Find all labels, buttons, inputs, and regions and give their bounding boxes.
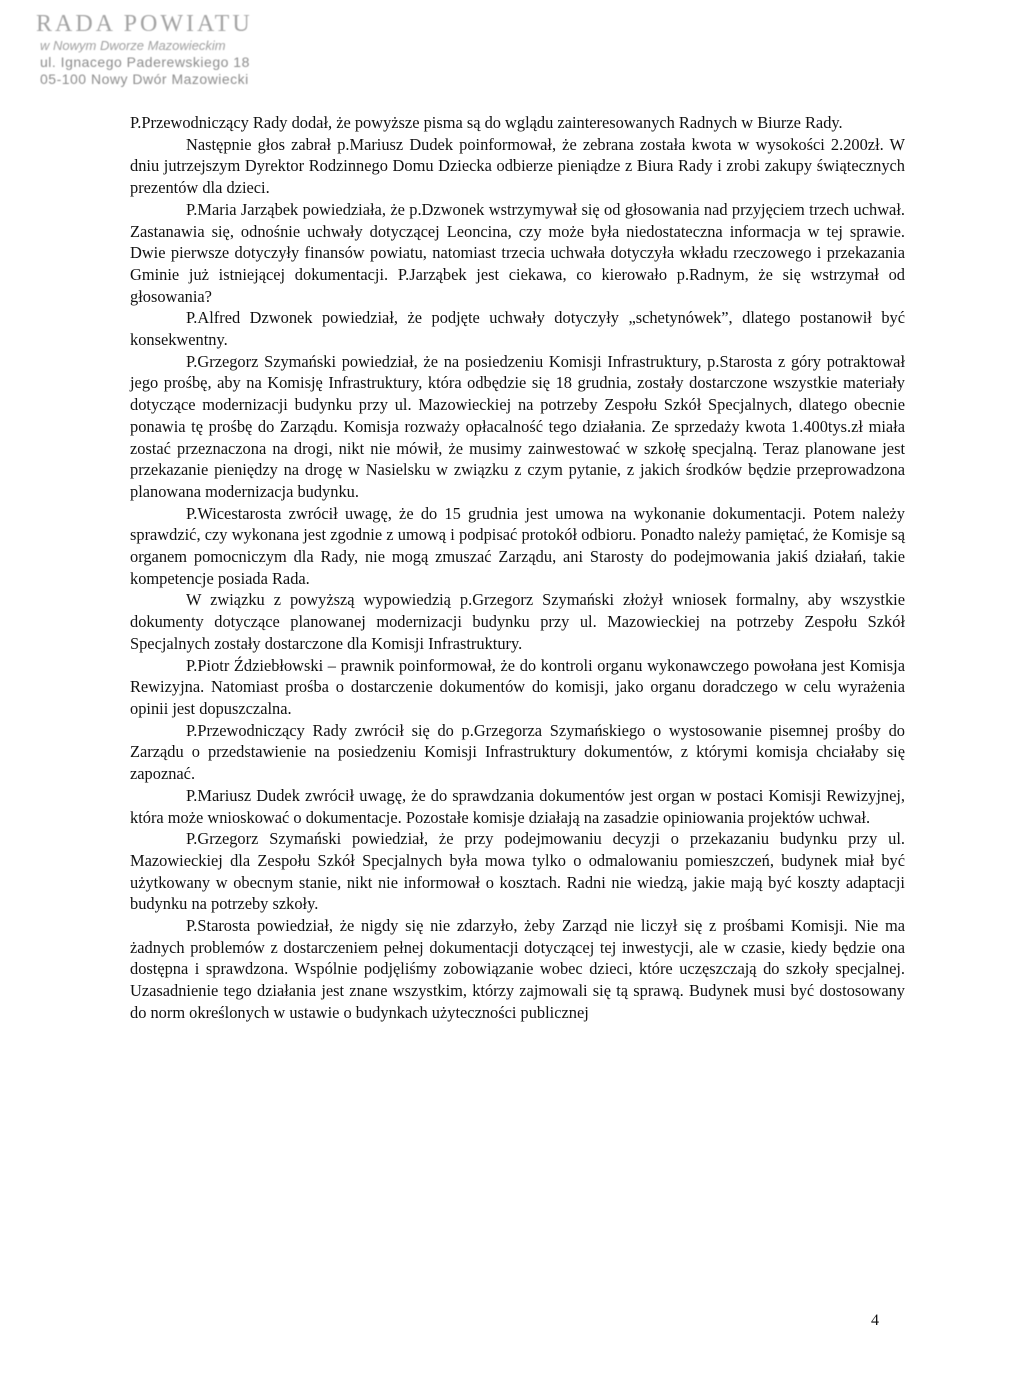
paragraph: P.Grzegorz Szymański powiedział, że na posiedzeniu Komisji Infrastruktury, p.Starosta z góry potraktował jego prośbę, aby na Komisję Infrastruktury, która odbędzie się 18 grudnia, zostały dostarczone wszystkie materiały dotyczące modernizacji budynku przy ul. Mazowieckiej na potrzeby Zespołu Szkół Specjalnych, dlatego obecnie ponawia tę prośbę do Zarządu. Komisja rozważy opłacalność tego działania. Ze sprzedaży kwota 1.400tys.zł miała zostać przeznaczona na drogi, nikt nie mówił, że musimy zainwestować w szkołę specjalną. Teraz planowane jest przekazanie pieniędzy na drogę w Nasielsku w związku z czym pytanie, z jakich środków będzie przeprowadzona planowana modernizacja budynku. bbox=[130, 351, 905, 501]
page-number: 4 bbox=[871, 1312, 879, 1329]
stamp-street: ul. Ignacego Paderewskiego 18 bbox=[40, 53, 250, 70]
paragraph: P.Starosta powiedział, że nigdy się nie zdarzyło, żeby Zarząd nie liczył się z prośbami Komisji. Nie ma żadnych problemów z dostarczeniem pełnej dokumentacji dotyczącej tej inwestycji, ale w czasie, kiedy będzie ona dostępna i sprawdzona. Wspólnie podjęliśmy zobowiązanie wobec dzieci, które uczęszczają do szkoły specjalnej. Uzasadnienie tego działania jest znane wszystkim, którzy zajmowali się tą sprawą. Budynek musi być dostosowany do norm określonych w ustawie o budynkach użyteczności publicznej bbox=[130, 916, 905, 1022]
paragraph: P.Grzegorz Szymański powiedział, że przy podejmowaniu decyzji o przekazaniu budynku przy ul. Mazowieckiej dla Zespołu Szkół Specjalnych była mowa tylko o odmalowaniu pomieszczeń, budynek miał być użytkowany w obecnym stanie, nikt nie informował o kosztach. Radni nie wiedzą, jakie mają być koszty adaptacji budynku na potrzeby szkoły. bbox=[130, 829, 905, 914]
paragraph: Następnie głos zabrał p.Mariusz Dudek poinformował, że zebrana została kwota w wysokości 2.200zł. W dniu jutrzejszym Dyrektor Rodzinnego Domu Dziecka odbierze pieniądze z Biura Rady i zrobi zakupy świątecznych prezentów dla dzieci. bbox=[130, 134, 905, 198]
paragraph: P.Alfred Dzwonek powiedział, że podjęte uchwały dotyczyły „schetynówek”, dlatego postanowił być konsekwentny. bbox=[130, 308, 905, 350]
paragraph: P.Przewodniczący Rady zwrócił się do p.Grzegorza Szymańskiego o wystosowanie pisemnej prośby do Zarządu o przedstawienie na posiedzeniu Komisji Infrastruktury dokumentów, z którymi komisja chciałaby się zapoznać. bbox=[130, 720, 905, 784]
stamp-postal-code: 05-100 Nowy Dwór Mazowiecki bbox=[40, 70, 249, 87]
paragraph: W związku z powyższą wypowiedzią p.Grzegorz Szymański złożył wniosek formalny, aby wszystkie dokumenty dotyczące planowanej modernizacji budynku przy ul. Mazowieckiej na potrzeby Zespołu Szkół Specjalnych zostały dostarczone dla Komisji Infrastruktury. bbox=[130, 590, 905, 653]
stamp-location: w Nowym Dworze Mazowieckim bbox=[40, 38, 226, 54]
paragraph: P.Piotr Ździebłowski – prawnik poinformował, że do kontroli organu wykonawczego powołana jest Komisja Rewizyjna. Natomiast prośba o dostarczenie dokumentów do komisji, jako organu doradczego w celu wyrażenia opinii jest dopuszczalna. bbox=[130, 655, 905, 718]
stamp-title: RADA POWIATU bbox=[36, 11, 253, 37]
paragraph: P.Maria Jarząbek powiedziała, że p.Dzwonek wstrzymywał się od głosowania nad przyjęciem trzech uchwał. Zastanawia się, odnośnie uchwały dotyczącej Leoncina, czy może była niedostateczna informacja w tej sprawie. Dwie pierwsze dotyczyły finansów powiatu, natomiast trzecia uchwała dotyczyła wkładu rzeczowego i przekazania Gminie już istniejącej dokumentacji. P.Jarząbek jest ciekawa, co kierowało p.Radnym, że się wstrzymał od głosowania? bbox=[130, 199, 905, 306]
paragraph: P.Przewodniczący Rady dodał, że powyższe pisma są do wglądu zainteresowanych Radnych w Biurze Rady. bbox=[130, 113, 843, 132]
paragraph: P.Mariusz Dudek zwrócił uwagę, że do sprawdzania dokumentów jest organ w postaci Komisji Rewizyjnej, która może wnioskować o dokumentacje. Pozostałe komisje działają na zasadzie opiniowania projektów uchwał. bbox=[130, 785, 905, 827]
document-body bbox=[130, 112, 905, 1024]
council-stamp bbox=[36, 11, 340, 87]
paragraph: P.Wicestarosta zwrócił uwagę, że do 15 grudnia jest umowa na wykonanie dokumentacji. Potem należy sprawdzić, czy wykonana jest zgodnie z umową i podpisać protokół odbioru. Ponadto należy pamiętać, że Komisje są organem pomocniczym dla Rady, nie mogą zmuszać Zarządu, ani Starosty do podejmowania jakiś działań, takie kompetencje posiada Rada. bbox=[130, 503, 905, 588]
